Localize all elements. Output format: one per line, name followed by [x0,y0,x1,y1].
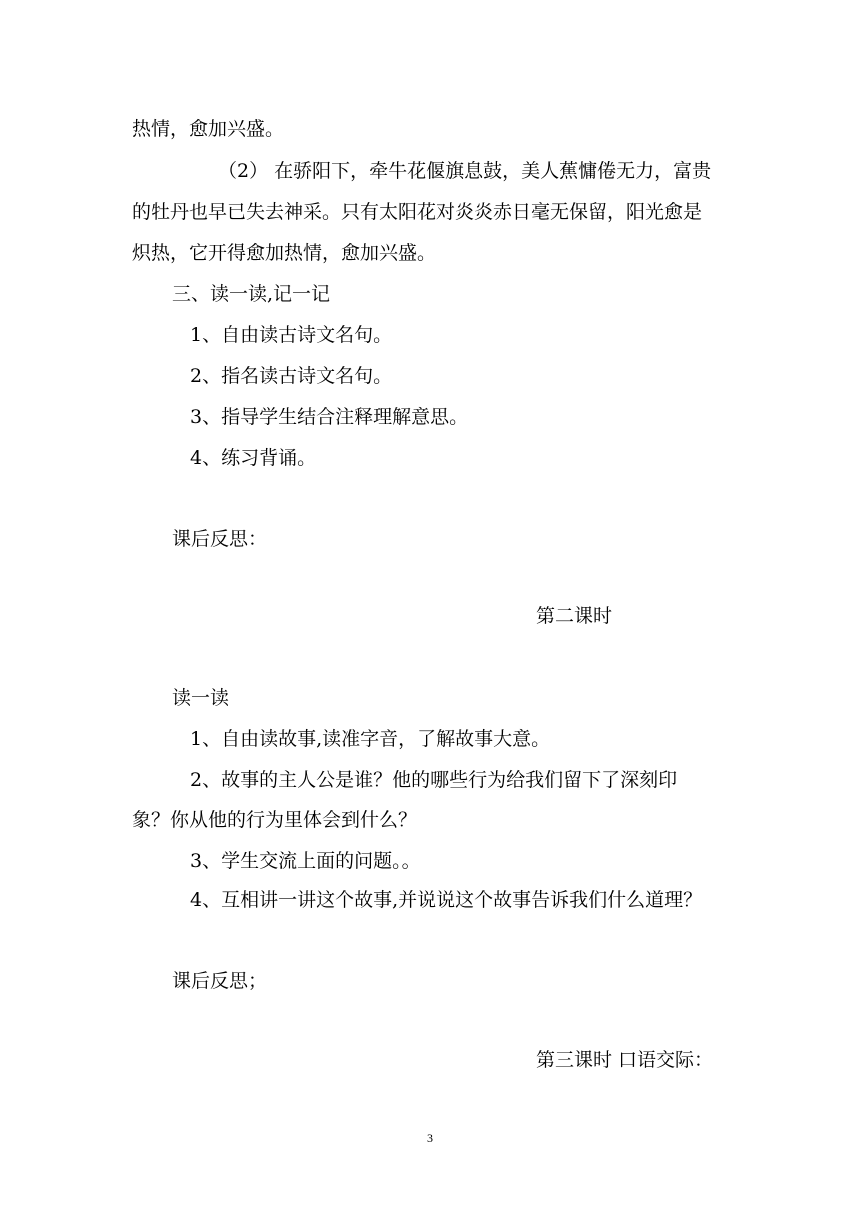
section-heading: 三、读一读,记一记 [172,283,331,305]
paragraph-line: 炽热，它开得愈加热情，愈加兴盛。 [132,242,437,264]
list-item: 4、互相讲一讲这个故事,并说说这个故事告诉我们什么道理？ [190,889,703,911]
list-item: 1、自由读故事,读准字音，了解故事大意。 [190,728,551,750]
list-item: 4、练习背诵。 [190,447,317,469]
reflection-label: 课后反思： [172,528,268,550]
paragraph-line: 的牡丹也早已失去神采。只有太阳花对炎炎赤日毫无保留，阳光愈是 [132,201,703,223]
paragraph-line: （2） 在骄阳下，牵牛花偃旗息鼓，美人蕉慵倦无力，富贵 [218,160,712,182]
list-item: 2、指名读古诗文名句。 [190,365,393,387]
lesson-heading: 第二课时 [536,605,613,627]
page-number: 3 [427,1131,433,1145]
list-item: 2、故事的主人公是谁？他的哪些行为给我们留下了深刻印 [190,769,678,791]
lesson-heading: 第三课时 口语交际： [536,1049,714,1071]
list-item: 3、学生交流上面的问题。。 [190,850,421,872]
list-item: 3、指导学生结合注释理解意思。 [190,406,469,428]
paragraph-line: 热情，愈加兴盛。 [132,118,285,140]
list-item: 1、自由读古诗文名句。 [190,324,393,346]
section-heading: 读一读 [172,687,230,709]
paragraph-line: 象？你从他的行为里体会到什么？ [132,809,418,831]
reflection-label: 课后反思； [172,970,268,992]
